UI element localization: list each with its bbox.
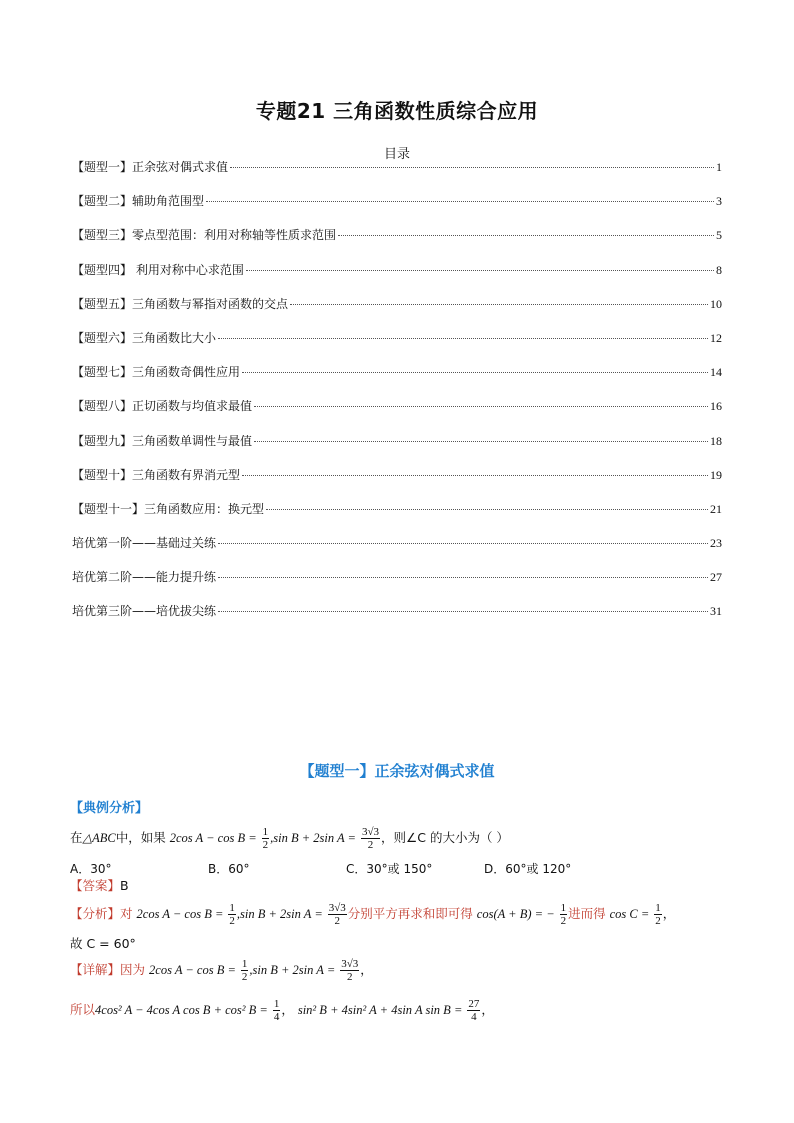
toc-item-label: 培优第一阶——基础过关练 bbox=[72, 536, 217, 551]
toc-heading: 目录 bbox=[383, 147, 410, 162]
table-of-contents bbox=[72, 158, 722, 637]
toc-leader-dots bbox=[290, 304, 708, 305]
toc-item[interactable] bbox=[72, 466, 722, 500]
analysis: 【分析】对 2cos A − cos B = $\frac{1}{2}$ ,sin B + 2sin A = $\frac{3√3}{2}$ 分别平方再求和即可得 cos(A + B) = − $\frac{1}{2}$ 进而得 cos C = $\frac{1}{2}$ ， bbox=[70, 902, 676, 927]
fraction: $\frac{1}{2}$ bbox=[229, 902, 235, 927]
toc-item[interactable] bbox=[72, 432, 722, 466]
toc-leader-dots bbox=[230, 167, 714, 168]
fraction: $\frac{3√3}{2}$ bbox=[361, 826, 380, 851]
toc-leader-dots bbox=[242, 372, 708, 373]
toc-leader-dots bbox=[218, 338, 708, 339]
toc-item-page: 21 bbox=[710, 501, 722, 516]
toc-item-label: 【题型四】 利用对称中心求范围 bbox=[72, 262, 244, 277]
toc-item[interactable] bbox=[72, 158, 722, 192]
toc-item-label: 【题型七】三角函数奇偶性应用 bbox=[72, 365, 241, 380]
toc-item[interactable] bbox=[72, 192, 722, 226]
toc-leader-dots bbox=[266, 509, 708, 510]
analysis-conclusion: 故 C = 60° bbox=[70, 936, 136, 951]
toc-leader-dots bbox=[338, 235, 714, 236]
example-label: 【典例分析】 bbox=[70, 801, 149, 816]
fraction: $\frac{3√3}{2}$ bbox=[341, 958, 359, 983]
toc-item[interactable] bbox=[72, 568, 722, 602]
options bbox=[70, 858, 622, 877]
toc-item-label: 【题型一】正余弦对偶式求值 bbox=[72, 160, 229, 174]
fraction: $\frac{27}{4}$ bbox=[468, 998, 480, 1023]
toc-item-page: 12 bbox=[710, 330, 722, 345]
toc-item-label: 【题型八】正切函数与均值求最值 bbox=[72, 399, 253, 414]
option-c[interactable]: C．30°或 150° bbox=[346, 862, 433, 876]
toc-item-page: 16 bbox=[710, 399, 722, 414]
toc-item-page: 8 bbox=[716, 262, 722, 277]
toc-item[interactable] bbox=[72, 329, 722, 363]
toc-item-page: 18 bbox=[710, 433, 722, 448]
answer: 【答案】B bbox=[70, 878, 129, 893]
toc-item[interactable] bbox=[72, 261, 722, 295]
toc-item-page: 5 bbox=[716, 228, 722, 243]
toc-item-page: 1 bbox=[716, 160, 722, 174]
toc-item-page: 19 bbox=[710, 467, 722, 482]
toc-item-page: 23 bbox=[710, 536, 722, 551]
toc-leader-dots bbox=[242, 475, 708, 476]
toc-item-label: 培优第三阶——培优拔尖练 bbox=[72, 604, 217, 619]
toc-leader-dots bbox=[206, 201, 714, 202]
toc-item[interactable] bbox=[72, 397, 722, 431]
toc-item-label: 【题型九】三角函数单调性与最值 bbox=[72, 433, 253, 448]
option-b[interactable]: B．60° bbox=[208, 862, 250, 876]
toc-item-page: 27 bbox=[710, 570, 722, 585]
fraction: $\frac{1}{2}$ bbox=[655, 902, 661, 927]
page-title: 专题21 三角函数性质综合应用 bbox=[255, 99, 539, 123]
fraction: $\frac{1}{4}$ bbox=[273, 998, 280, 1023]
toc-item-label: 【题型五】三角函数与幂指对函数的交点 bbox=[72, 296, 289, 311]
toc-item-page: 31 bbox=[710, 604, 722, 619]
toc-item-label: 【题型十】三角函数有界消元型 bbox=[72, 467, 241, 482]
detail: 【详解】因为 2cos A − cos B = $\frac{1}{2}$ ,sin B + 2sin A = $\frac{3√3}{2}$ ， bbox=[70, 958, 373, 983]
section-title: 【题型一】正余弦对偶式求值 bbox=[299, 762, 495, 780]
fraction: $\frac{3√3}{2}$ bbox=[328, 902, 346, 927]
toc-item-label: 【题型六】三角函数比大小 bbox=[72, 330, 217, 345]
toc-item[interactable] bbox=[72, 534, 722, 568]
toc-leader-dots bbox=[218, 577, 708, 578]
toc-item[interactable] bbox=[72, 363, 722, 397]
toc-item-label: 【题型二】辅助角范围型 bbox=[72, 194, 205, 209]
toc-item[interactable] bbox=[72, 500, 722, 534]
toc-item-page: 14 bbox=[710, 365, 722, 380]
fraction: $\frac{1}{2}$ bbox=[262, 826, 269, 851]
option-d[interactable]: D．60°或 120° bbox=[484, 862, 572, 876]
toc-item-label: 【题型三】零点型范围：利用对称轴等性质求范围 bbox=[72, 228, 337, 243]
toc-leader-dots bbox=[218, 543, 708, 544]
question: 在△ABC中，如果 2cos A − cos B = $\frac{1}{2}$ ,sin B + 2sin A = $\frac{3√3}{2}$ ，则∠C 的大小为（ ） bbox=[70, 826, 509, 851]
toc-leader-dots bbox=[218, 611, 708, 612]
toc-item-label: 【题型十一】三角函数应用：换元型 bbox=[72, 501, 265, 516]
detail-step: 所以4cos² A − 4cos A cos B + cos² B = $\frac{1}{4}$ ， sin² B + 4sin² A + 4sin A sin B = $\frac{27}{4}$ ， bbox=[70, 998, 494, 1023]
toc-item-page: 10 bbox=[710, 296, 722, 311]
option-a[interactable]: A．30° bbox=[70, 862, 112, 876]
fraction: $\frac{1}{2}$ bbox=[241, 958, 248, 983]
toc-item[interactable] bbox=[72, 295, 722, 329]
toc-item-page: 3 bbox=[716, 194, 722, 209]
toc-item-label: 培优第二阶——能力提升练 bbox=[72, 570, 217, 585]
toc-leader-dots bbox=[254, 441, 708, 442]
fraction: $\frac{1}{2}$ bbox=[560, 902, 567, 927]
toc-item[interactable] bbox=[72, 602, 722, 636]
toc-leader-dots bbox=[254, 406, 708, 407]
toc-leader-dots bbox=[246, 270, 714, 271]
toc-item[interactable] bbox=[72, 226, 722, 260]
